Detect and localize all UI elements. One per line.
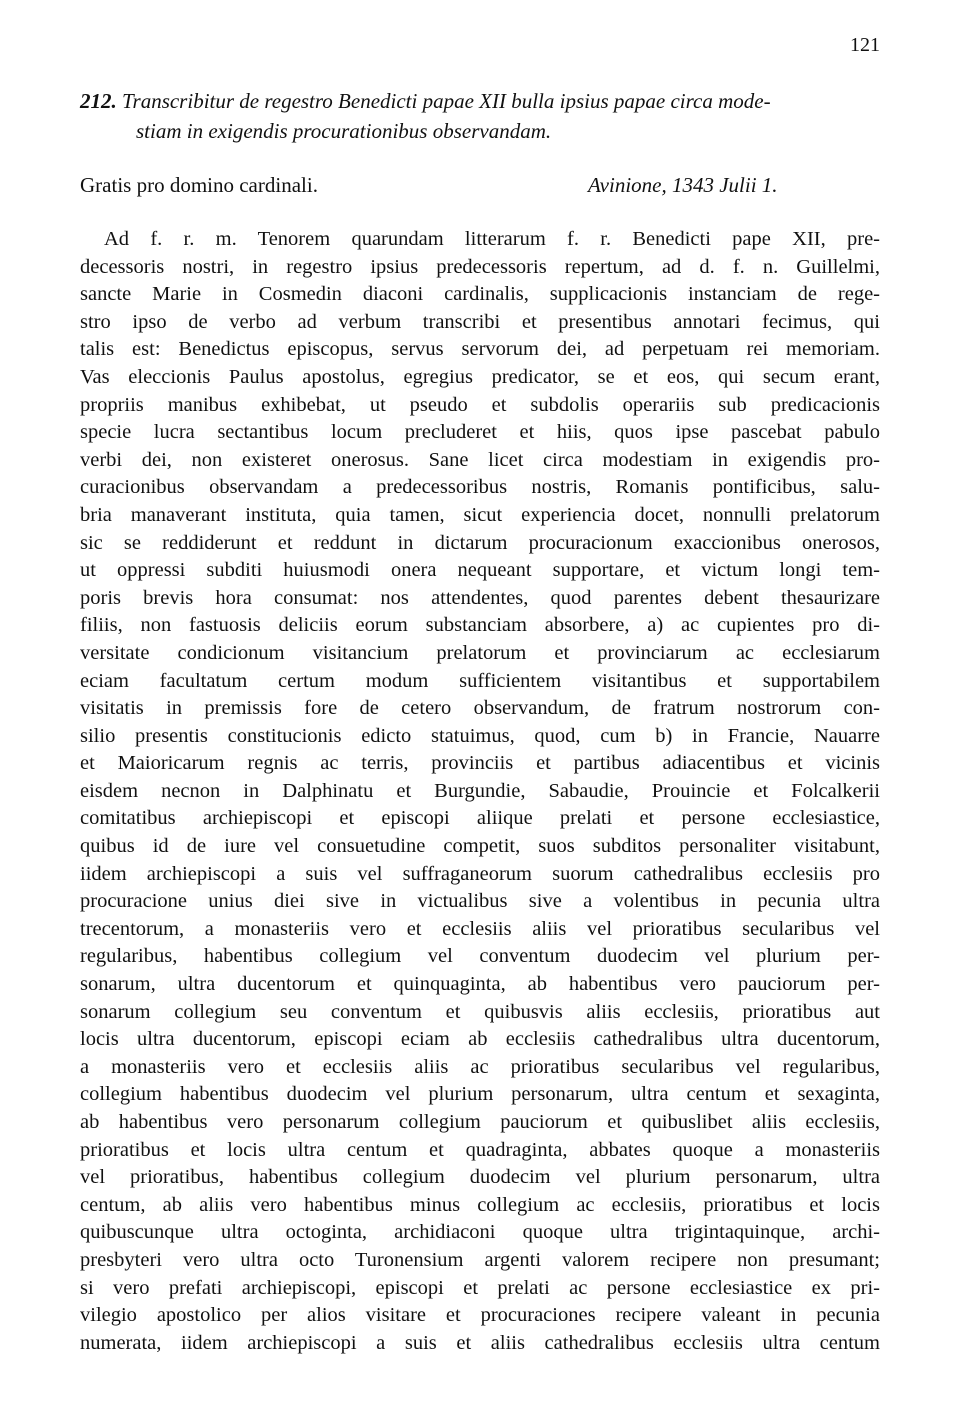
text-line: a monasteriis vero et ecclesiis aliis ac prioratibus secularibus vel regularibus, [80,1055,880,1078]
text-line: regularibus, habentibus collegium vel conventum duodecim vel plurium per- [80,945,880,968]
gratis-note: Gratis pro domino cardinali. [80,173,318,197]
text-line: verbi dei, non existeret onerosus. Sane licet circa modestiam in exigendis pro- [80,448,880,471]
heading-line-2: stiam in exigendis procurationibus observandam. [136,119,552,143]
text-line: bria manaverant instituta, quia tamen, sicut experiencia docet, nonnulli prelatorum [80,503,880,526]
text-line: poris brevis hora consumat: nos attendentes, quod parentes debent thesaurizare [80,586,880,609]
text-line: comitatibus archiepiscopi et episcopi aliique prelati et persone ecclesiastice, [80,807,880,830]
text-line: vilegio apostolico per alios visitare et procuraciones recipere valeant in pecunia [80,1304,880,1327]
text-line: collegium habentibus duodecim vel plurium personarum, ultra centum et sexaginta, [80,1083,880,1106]
text-line: eisdem necnon in Dalphinatu et Burgundie, Sabaudie, Prouincie et Folcalkerii [80,779,880,802]
text-line: locis ultra ducentorum, episcopi eciam ab ecclesiis cathedralibus ultra ducentorum, [80,1028,880,1051]
text-line: curacionibus observandam a predecessoribus nostris, Romanis pontificibus, salu- [80,476,880,499]
text-line: sonarum, ultra ducentorum et quinquaginta, ab habentibus vero pauciorum per- [80,973,880,996]
text-line: talis est: Benedictus episcopus, servus servorum dei, ad perpetuam rei memoriam. [80,338,880,361]
body-text [80,226,880,1357]
text-line: iidem archiepiscopi a suis vel suffraganeorum suorum cathedralibus ecclesiis pro [80,862,880,885]
text-line: si vero prefati archiepiscopi, episcopi et prelati ac persone ecclesiastice ex pri- [80,1276,880,1299]
document-heading [80,86,880,146]
text-line: quibus id de iure vel consuetudine competit, suos subditos personaliter visitabunt, [80,835,880,858]
text-line: numerata, iidem archiepiscopi a suis et aliis cathedralibus ecclesiis ultra centum [80,1331,880,1354]
text-line: eciam facultatum certum modum sufficientem visitantibus et supportabilem [80,669,880,692]
text-line: propriis manibus exhibebat, ut pseudo et subdolis operariis sub predicacionis [80,393,880,416]
text-line: et Maioricarum regnis ac terris, provinciis et partibus adiacentibus et vicinis [80,752,880,775]
text-line: Vas eleccionis Paulus apostolus, egregius predicator, se et eos, qui secum erant, [80,365,880,388]
text-line: trecentorum, a monasteriis vero et ecclesiis aliis vel prioratibus secularibus vel [80,917,880,940]
text-line: silio presentis constitucionis edicto statuimus, quod, cum b) in Francie, Nauarre [80,724,880,747]
text-line: presbyteri vero ultra octo Turonensium argenti valorem recipere non presumant; [80,1248,880,1271]
text-line: prioratibus et locis ultra centum et quadraginta, abbates quoque a monasteriis [80,1138,880,1161]
text-line: ut oppressi subditi huiusmodi onera nequeant supportare, et victum longi tem- [80,559,880,582]
text-line: visitatis in premissis fore de cetero observandum, de fratrum nostrorum con- [80,697,880,720]
text-line: centum, ab aliis vero habentibus minus collegium ac ecclesiis, prioratibus et locis [80,1193,880,1216]
text-line: vel prioratibus, habentibus collegium duodecim vel plurium personarum, ultra [80,1166,880,1189]
text-line: sic se reddiderunt et reddunt in dictarum procuracionum exaccionibus onerosos, [80,531,880,554]
gratis-row [80,170,880,200]
document-number: 212. [80,89,117,113]
text-line: sancte Marie in Cosmedin diaconi cardinalis, supplicacionis instanciam de rege- [80,283,880,306]
text-line: decessoris nostri, in regestro ipsius predecessoris repertum, ad d. f. n. Guillelmi, [80,255,880,278]
page-number: 121 [850,34,880,56]
text-line: ab habentibus vero personarum collegium pauciorum et quibuslibet aliis ecclesiis, [80,1111,880,1133]
text-line: filiis, non fastuosis deliciis eorum substanciam absorbere, a) ac cupientes pro di- [80,614,880,637]
text-line: quibuscunque ultra octoginta, archidiaconi quoque ultra trigintaquinque, archi- [80,1221,880,1244]
text-line: procuracione unius diei sive in victualibus sive a volentibus in pecunia ultra [80,890,880,913]
text-line: Ad f. r. m. Tenorem quarundam litterarum f. r. Benedicti pape XII, pre- [104,228,880,250]
text-line: versitate condicionum visitancium prelatorum et provinciarum ac ecclesiarum [80,641,880,664]
text-line: sonarum collegium seu conventum et quibusvis aliis ecclesiis, prioratibus aut [80,1000,880,1023]
place-date: Avinione, 1343 Julii 1. [588,173,778,197]
text-line: stro ipso de verbo ad verbum transcribi et presentibus annotari fecimus, qui [80,310,880,333]
heading-line-1: Transcribitur de regestro Benedicti papae XII bulla ipsius papae circa mode- [122,89,771,113]
text-line: specie lucra sectantibus locum precluderet et hiis, quos ipse pascebat pabulo [80,421,880,444]
